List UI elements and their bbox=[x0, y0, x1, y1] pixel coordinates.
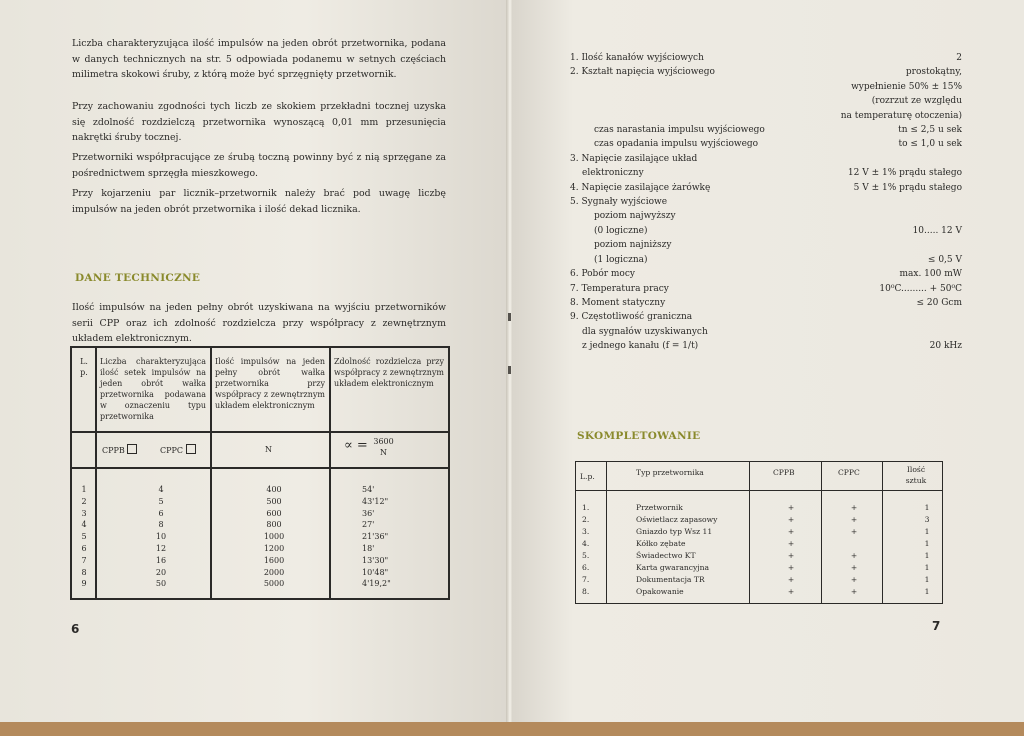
column-ilosc bbox=[921, 502, 933, 598]
header-liczba: Liczba charakteryzująca ilość setek impulsów na jeden obrót wałka przetwornika podawana w oznaczeniu typu przetwornika bbox=[100, 357, 206, 421]
table-cell-item: Świadectwo KT bbox=[636, 551, 696, 560]
table-cell-zdolnosc: 18' bbox=[362, 543, 375, 553]
column-cppc bbox=[844, 502, 864, 598]
spec-value: wypełnienie 50% ± 15% bbox=[851, 81, 962, 92]
table-cell-zdolnosc: 36' bbox=[362, 508, 375, 518]
table-cell-ilosc: 1 bbox=[924, 563, 930, 572]
table-cell-lp: 7 bbox=[81, 555, 87, 565]
table-cell-lp: 2. bbox=[582, 515, 590, 524]
spec-value bbox=[742, 209, 962, 223]
staple bbox=[508, 313, 511, 321]
spec-value bbox=[742, 310, 962, 324]
spec-value bbox=[742, 152, 962, 166]
subheader-cppc: CPPC bbox=[160, 444, 196, 456]
spec-label: 6. Pobór mocy bbox=[570, 269, 635, 280]
table-cell-impulsy: 600 bbox=[266, 508, 282, 518]
page-number-right: 7 bbox=[932, 619, 941, 633]
table-cell-cppc: + bbox=[850, 575, 858, 584]
header-ilosc: Ilość sztuk bbox=[905, 465, 927, 485]
spec-label: 7. Temperatura pracy bbox=[570, 283, 669, 294]
spec-value: to ≤ 1,0 u sek bbox=[898, 139, 962, 150]
table-cell-cppb: + bbox=[787, 563, 795, 572]
header-lp: L. p. bbox=[80, 357, 88, 377]
column-lp bbox=[582, 502, 602, 598]
table-cell-cppb: + bbox=[787, 515, 795, 524]
spec-label: 5. Sygnały wyjściowe bbox=[570, 197, 668, 208]
table-cell-cppc: + bbox=[850, 563, 858, 572]
table-cell-ilosc: 1 bbox=[924, 575, 930, 584]
checkbox-square-icon bbox=[127, 444, 137, 454]
column-impulsy bbox=[247, 484, 301, 590]
subheader-cppb: CPPB bbox=[102, 444, 137, 456]
spec-label: 3. Napięcie zasilające układ bbox=[570, 153, 698, 164]
spec-value bbox=[742, 325, 962, 339]
spec-label: (1 logiczna) bbox=[594, 254, 648, 265]
table-cell-impulsy: 800 bbox=[266, 520, 282, 530]
table-cell-liczba: 6 bbox=[158, 508, 164, 518]
spec-value: 12 V ± 1% prądu stałego bbox=[847, 168, 962, 179]
table-cell-lp: 5 bbox=[81, 532, 87, 542]
table-cell-lp: 4 bbox=[81, 520, 87, 530]
table-cell-ilosc: 1 bbox=[924, 551, 930, 560]
table-cell-cppb: + bbox=[787, 587, 795, 596]
table-cell-impulsy: 5000 bbox=[263, 579, 285, 589]
table-cell-cppb: + bbox=[787, 503, 795, 512]
table-cell-cppb: + bbox=[787, 539, 795, 548]
table-cell-lp: 1. bbox=[582, 503, 590, 512]
table-cell-ilosc: 1 bbox=[924, 503, 930, 512]
right-page bbox=[512, 0, 1024, 722]
header-cppb: CPPB bbox=[773, 468, 795, 477]
paragraph-1: Liczba charakteryzująca ilość impulsów na jeden obrót przetwornika, podana w danych technicznych na str. 5 odpowiada podanemu w setnych częściach milimetra skokowi śruby, z którą może być sprzęgnięty przetwornik. bbox=[72, 38, 446, 80]
header-zdolnosc: Zdolność rozdzielcza przy współpracy z zewnętrznym układem elektronicznym bbox=[334, 357, 444, 388]
table-cell-lp: 3. bbox=[582, 527, 590, 536]
spec-label: 1. Ilość kanałów wyjściowych bbox=[570, 53, 704, 63]
table-cell-zdolnosc: 13'30" bbox=[362, 555, 389, 565]
spec-value: (rozrzut ze względu bbox=[871, 96, 962, 107]
paragraph-3: Przetworniki współpracujące ze śrubą toczną powinny być z nią sprzęgane za pośrednictwem sprzęgła mieszkowego. bbox=[72, 152, 446, 179]
spec-value: max. 100 mW bbox=[899, 269, 962, 280]
spec-label: 8. Moment statyczny bbox=[570, 297, 666, 308]
table-cell-impulsy: 2000 bbox=[263, 567, 285, 577]
column-liczba bbox=[134, 484, 188, 590]
table-cell-ilosc: 1 bbox=[924, 527, 930, 536]
header-lp: L.p. bbox=[580, 472, 595, 481]
table-cell-cppc: + bbox=[850, 551, 858, 560]
table-cell-cppc: + bbox=[850, 527, 858, 536]
column-lp bbox=[76, 484, 92, 590]
subheader-formula: ∝ = 3600 N bbox=[344, 437, 394, 457]
table-cell-cppc: + bbox=[850, 503, 858, 512]
left-page bbox=[0, 0, 508, 722]
spec-value: na temperaturę otoczenia) bbox=[840, 110, 962, 121]
table-cell-lp: 8 bbox=[81, 567, 87, 577]
header-impulsy: Ilość impulsów na jeden pełny obrót wałka przetwornika przy współpracy z zewnętrznym układem elektronicznym bbox=[215, 357, 325, 410]
spec-label: 9. Częstotliwość graniczna bbox=[570, 312, 693, 323]
spec-label: czas narastania impulsu wyjściowego bbox=[594, 125, 765, 136]
spec-value: ≤ 0,5 V bbox=[927, 254, 962, 265]
table-cell-cppc: + bbox=[850, 587, 858, 596]
column-zdolnosc bbox=[362, 484, 426, 590]
table-cell-impulsy: 1000 bbox=[263, 532, 285, 542]
spec-value bbox=[742, 238, 962, 252]
table-cell-liczba: 50 bbox=[155, 579, 167, 589]
table-cell-zdolnosc: 21'36" bbox=[362, 532, 389, 542]
table-cell-cppb: + bbox=[787, 575, 795, 584]
table-cell-lp: 1 bbox=[81, 485, 87, 494]
table-cell-item: Przetwornik bbox=[636, 503, 683, 512]
completeness-table bbox=[575, 461, 943, 604]
table-cell-item: Kółko zębate bbox=[636, 539, 686, 548]
column-cppb bbox=[781, 502, 801, 598]
table-cell-impulsy: 1600 bbox=[263, 555, 285, 565]
page-number-left: 6 bbox=[71, 622, 80, 636]
table-cell-item: Karta gwarancyjna bbox=[636, 563, 710, 572]
spec-label: 4. Napięcie zasilające żarówkę bbox=[570, 182, 711, 193]
table-cell-lp: 7. bbox=[582, 575, 590, 584]
table-cell-zdolnosc: 43'12" bbox=[362, 496, 389, 506]
table-cell-lp: 3 bbox=[81, 508, 87, 518]
table-cell-cppb: + bbox=[787, 527, 795, 536]
spec-label: poziom najwyższy bbox=[594, 211, 676, 222]
table-cell-item: Opakowanie bbox=[636, 587, 684, 596]
checkbox-square-icon bbox=[186, 444, 196, 454]
table-cell-impulsy: 400 bbox=[266, 485, 282, 494]
staple bbox=[508, 366, 511, 374]
table-cell-liczba: 8 bbox=[158, 520, 164, 530]
table-cell-ilosc: 3 bbox=[924, 515, 930, 524]
spec-values-column bbox=[742, 51, 962, 354]
spec-label: (0 logiczne) bbox=[594, 225, 648, 236]
spec-value: prostokątny, bbox=[905, 67, 962, 78]
subheader-n: N bbox=[265, 445, 272, 454]
header-cppc: CPPC bbox=[838, 468, 860, 477]
table-cell-lp: 2 bbox=[81, 496, 87, 506]
table-cell-cppc bbox=[853, 538, 855, 550]
table-cell-zdolnosc: 27' bbox=[362, 520, 375, 530]
section-heading-dane-techniczne: DANE TECHNICZNE bbox=[75, 272, 201, 284]
table-cell-lp: 8. bbox=[582, 587, 590, 596]
table-cell-impulsy: 500 bbox=[266, 496, 282, 506]
table-cell-lp: 4. bbox=[582, 539, 590, 548]
table-cell-zdolnosc: 4'19,2" bbox=[362, 579, 391, 589]
spec-value: 10⁰C......... + 50⁰C bbox=[879, 283, 962, 294]
spec-value: ≤ 20 Gcm bbox=[916, 297, 962, 308]
section-heading-skompletowanie: SKOMPLETOWANIE bbox=[577, 430, 701, 442]
spec-value: 20 kHz bbox=[929, 341, 962, 352]
table-cell-item: Dokumentacja TR bbox=[636, 575, 705, 584]
table-cell-liczba: 12 bbox=[155, 543, 167, 553]
table-cell-liczba: 5 bbox=[158, 496, 164, 506]
table-cell-lp: 9 bbox=[81, 579, 87, 589]
table-cell-item: Gniazdo typ Wsz 11 bbox=[636, 527, 713, 536]
table-cell-liczba: 4 bbox=[158, 485, 164, 494]
table-cell-lp: 5. bbox=[582, 551, 590, 560]
table-cell-ilosc: 1 bbox=[924, 539, 930, 548]
table-cell-impulsy: 1200 bbox=[263, 543, 285, 553]
table-cell-lp: 6. bbox=[582, 563, 590, 572]
table-cell-item: Oświetlacz zapasowy bbox=[636, 515, 718, 524]
table-cell-cppb: + bbox=[787, 551, 795, 560]
table-cell-cppc: + bbox=[850, 515, 858, 524]
spec-value: 5 V ± 1% prądu stałego bbox=[853, 182, 962, 193]
spec-label: poziom najniższy bbox=[594, 240, 672, 251]
table-cell-zdolnosc: 10'48" bbox=[362, 567, 389, 577]
paragraph-2: Przy zachowaniu zgodności tych liczb ze skokiem przekładni tocznej uzyska się zdolność rozdzielczą przetwornika wynoszącą 0,01 mm przesunięcia nakrętki śruby tocznej. bbox=[72, 101, 446, 143]
table-cell-liczba: 20 bbox=[155, 567, 167, 577]
header-typ: Typ przetwornika bbox=[636, 468, 704, 477]
paragraph-4: Przy kojarzeniu par licznik–przetwornik należy brać pod uwagę liczbę impulsów na jeden obrót przetwornika i ilość dekad licznika. bbox=[72, 188, 446, 215]
spec-label: z jednego kanału (f = 1/t) bbox=[582, 341, 699, 352]
spec-label: dla sygnałów uzyskiwanych bbox=[582, 326, 708, 337]
spec-label: 2. Kształt napięcia wyjściowego bbox=[570, 67, 715, 78]
table-cell-liczba: 16 bbox=[155, 555, 167, 565]
spec-value: 2 bbox=[956, 53, 962, 63]
spec-value: 10..... 12 V bbox=[912, 225, 962, 236]
spec-value bbox=[742, 195, 962, 209]
table-cell-zdolnosc: 54' bbox=[362, 485, 375, 494]
table-intro: Ilość impulsów na jeden pełny obrót uzyskiwana na wyjściu przetworników serii CPP oraz ich zdolność rozdzielcza przy współpracy z zewnętrznym układem elektronicznym. bbox=[72, 302, 446, 344]
table-cell-ilosc: 1 bbox=[924, 587, 930, 596]
table-cell-lp: 6 bbox=[81, 543, 87, 553]
technical-data-table bbox=[70, 346, 450, 600]
spec-label: czas opadania impulsu wyjściowego bbox=[594, 139, 759, 150]
spec-value: tn ≤ 2,5 u sek bbox=[898, 125, 962, 136]
table-cell-liczba: 10 bbox=[155, 532, 167, 542]
column-items bbox=[636, 502, 746, 598]
spec-label: elektroniczny bbox=[582, 168, 644, 179]
